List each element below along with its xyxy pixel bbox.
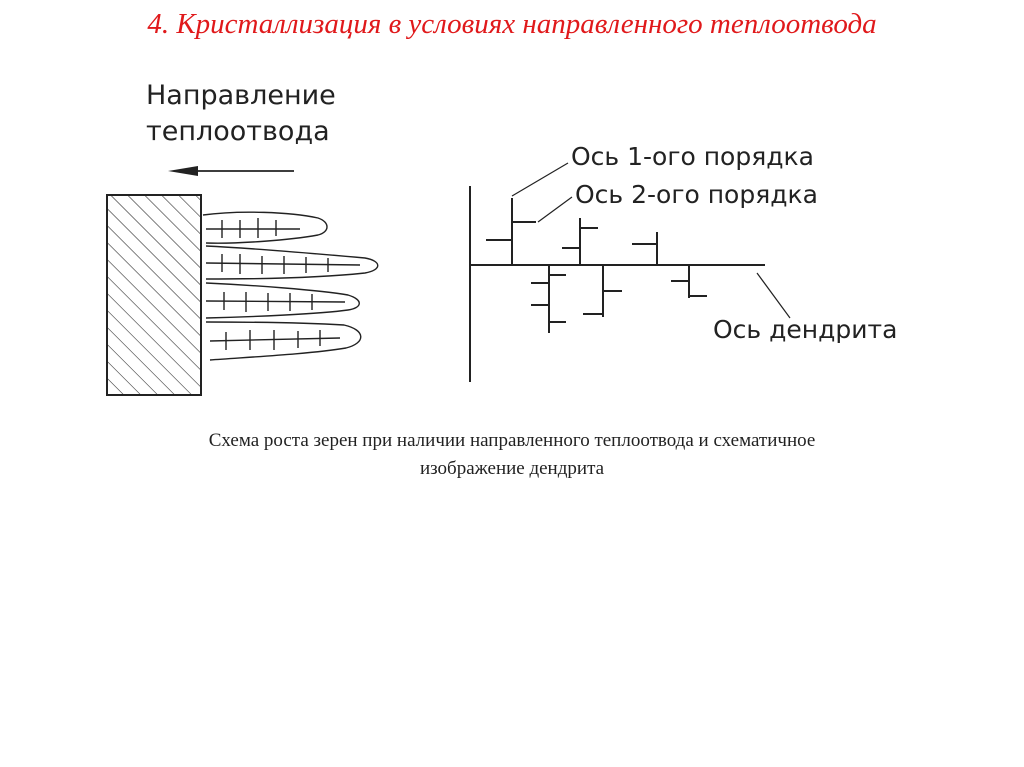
- caption-line-1: Схема роста зерен при наличии направленного теплоотвода и схематичное: [208, 430, 816, 451]
- grain-2: [206, 246, 378, 279]
- heat-direction-arrow: [168, 166, 294, 176]
- heat-direction-label-line1: Направление: [146, 80, 336, 111]
- slide-title: 4. Кристаллизация в условиях направленного теплоотвода: [147, 8, 877, 40]
- second-order-leader: [538, 197, 572, 222]
- first-order-leader: [512, 163, 568, 196]
- first-order-axis-label: Ось 1-ого порядка: [571, 142, 814, 171]
- dendrite-schematic: [470, 186, 765, 382]
- dendrite-axis-label: Ось дендрита: [713, 315, 898, 344]
- caption-line-2: изображение дендрита: [419, 458, 605, 479]
- figure-caption: [90, 427, 934, 483]
- heat-direction-label-line2: теплоотвода: [146, 116, 330, 147]
- cooling-wall: [107, 195, 201, 395]
- second-order-axis-label: Ось 2-ого порядка: [575, 180, 818, 209]
- leader-lines: [512, 163, 790, 318]
- columnar-grains: [203, 212, 378, 360]
- dendrite-axis-leader: [757, 273, 790, 318]
